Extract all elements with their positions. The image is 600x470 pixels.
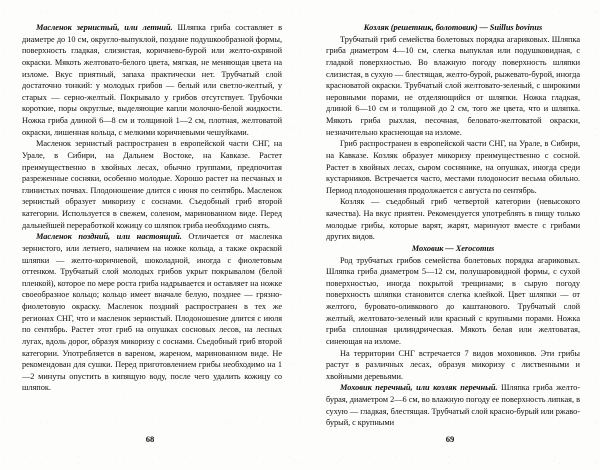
- paragraph-mokhovik-desc: [326, 255, 580, 348]
- paragraph-text: Отличается от масленка зернистого, или летнего, наличием на ножке кольца, а также окраской шляпки — желто-коричневой, шоколадной, иногда с фиолетовым оттенком. Трубчатый слой молодых грибов укрыт покрывалом (белой пленкой), которое по мере роста гриба надрывается и оставляет на ножке своеобразное кольцо; кольцо имеет вначале белую, позднее — грязно-фиолетовую окраску. Масленок поздний распространен в тех же регионах СНГ, что и масленок зернистый. Плодоношение длится с июля по сентябрь. Растет этот гриб на опушках сосновых лесов, на лесных лугах, вдоль дорог, образуя микоризу с соснами. Съедобный гриб второй категории. Употребляется в вареном, жареном, маринованном виде. Не рекомендован для сушки. Перед приготовлением грибы необходимо на 1—2 минуты опустить в кипящую воду, после чего удалить кожицу со шляпок.: [22, 232, 282, 393]
- paragraph-text: Род трубчатых грибов семейства болетовых порядка агариковых. Шляпка гриба диаметром 5—12 см, полушаровидной формы, с сухой поверхностью, иногда покрытой трещинами; в сырую погоду поверхность шляпки становится слегка клейкой. Цвет шляпки — от желтого, буровато-оливкового до каштанового. Трубчатый слой желтый, желтовато-зеленый или красный с крупными порами. Ножка гриба сплошная цилиндрическая. Мякоть белая или желтоватая, синеющая на изломе.: [326, 255, 580, 346]
- right-page-text-column: [326, 22, 580, 429]
- paragraph-text: Козляк — съедобный гриб четвертой категории (невысокого качества). На вкус приятен. Рекомендуется употреблять в пищу только молодые грибы, которые варят, жарят, маринуют вместе с грибами других видов.: [326, 197, 580, 242]
- paragraph-kozlyak-use: [326, 196, 580, 243]
- section-heading-mokhovik: [326, 243, 580, 255]
- paragraph-text: Шляпка гриба составляет в диаметре до 10 см, округло-выпуклой, поздние подушкообразной формы, поверхность гладкая, слизистая, коричнево-бурой или желто-охряной окраски. Мякоть желтовато-белого цвета, мягкая, не меняющая цвета на изломе. Вкус приятный, запаха практически нет. Трубчатый слой достаточно тонкий: у молодых грибов — белый или светло-желтый, у старых — серно-желтый. Покрывало у грибов отсутствует. Трубочки короткие, поры округлые, выделяющие капли молочно-белой жидкости. Ножка гриба длиной 6—8 см и толщиной 1—2 см, плотная, желтоватой окраски, лишенная кольца, с мелкими коричневыми чешуйками.: [22, 23, 282, 137]
- paragraph-maslenok-zernisty-desc: [22, 22, 282, 138]
- paragraph-text: Шляпка гриба желто-бурая, диаметром 2—6 см, во влажную погоду ее поверхность липкая, в сухую — гладкая, блестящая. Трубчатый слой красно-бурый или ржаво-бурый, с крупными: [326, 383, 580, 428]
- paragraph-text: Масленок зернистый распространен в европейской части СНГ, на Урале, в Сибири, на Дальнем Востоке, на Кавказе. Растет преимущественно в хвойных лесах, обычно группами, предпочитая разреженные сосняки, особенно молодые. Хорошо растет на песчаных и глинистых почвах. Плодоношение длится с июня по сентябрь. Масленок зернистый образует микоризу с соснами. Съедобный гриб второй категории. Используется в свежем, соленом, маринованном виде. Перед дальнейшей переработкой кожицу со шляпок гриба необходимо снять.: [22, 139, 282, 230]
- paragraph-text: На территории СНГ встречается 7 видов моховиков. Эти грибы растут в различных лесах, образуя микоризу с лиственными и хвойными деревьями.: [326, 348, 580, 381]
- paragraph-text: Гриб распространен в европейской части СНГ, на Урале, в Сибири, на Кавказе. Козляк образует микоризу преимущественно с сосной. Растет в хвойных лесах, сыром соснянике, на опушках, иногда среди кустарников. Встречается часто, местами плодоносит весьма обильно. Период плодоношения продолжается с августа по сентябрь.: [326, 139, 580, 195]
- section-heading-russian-name: Моховик —: [411, 243, 456, 253]
- paragraph-maslenok-pozdny-desc: [22, 231, 282, 394]
- section-heading-russian-name: Козляк (решетник, болотовик) —: [363, 23, 490, 32]
- paragraph-kozlyak-desc: [326, 34, 580, 139]
- paragraph-text: Трубчатый гриб семейства болетовых порядка агариковых. Шляпка гриба диаметром 4—10 см, слегка выпуклая или подушковидная, с гладкой поверхностью. Во влажную погоду поверхность шляпки слизистая, в сухую — блестящая, желто-бурой, рыжевато-бурой, иногда красноватой окраски. Трубчатый слой желтовато-зеленый, с широкими неровными порами, не отделяющийся от шляпки. Ножка гладкая, длиной 6—10 см и толщиной до 2 см, того же цвета, что и шляпка. Мякоть гриба рыхлая, песочная, беловато-желтоватой окраски, незначительно краснеющая на изломе.: [326, 34, 580, 137]
- paragraph-kozlyak-range: [326, 138, 580, 196]
- run-in-heading-maslenok-pozdny: Масленок поздний, или настоящий.: [36, 232, 182, 242]
- page-number-left: 68: [145, 434, 155, 444]
- page-number-right: 69: [445, 434, 455, 444]
- paragraph-maslenok-zernisty-range: [22, 138, 282, 231]
- section-heading-latin-name: Suillus bovinus: [489, 23, 543, 32]
- right-page: [300, 0, 600, 470]
- run-in-heading-mokhovik-perechny: Моховик перечный, или козляк перечный.: [340, 383, 498, 393]
- section-heading-latin-name: Xerocomus: [455, 243, 495, 253]
- run-in-heading-maslenok-zernisty: Масленок зернистый, или летний.: [36, 23, 173, 32]
- section-heading-kozlyak: [326, 22, 580, 34]
- left-page-text-column: [22, 22, 282, 394]
- paragraph-mokhovik-species-count: [326, 348, 580, 383]
- paragraph-mokhovik-perechny: [326, 382, 580, 429]
